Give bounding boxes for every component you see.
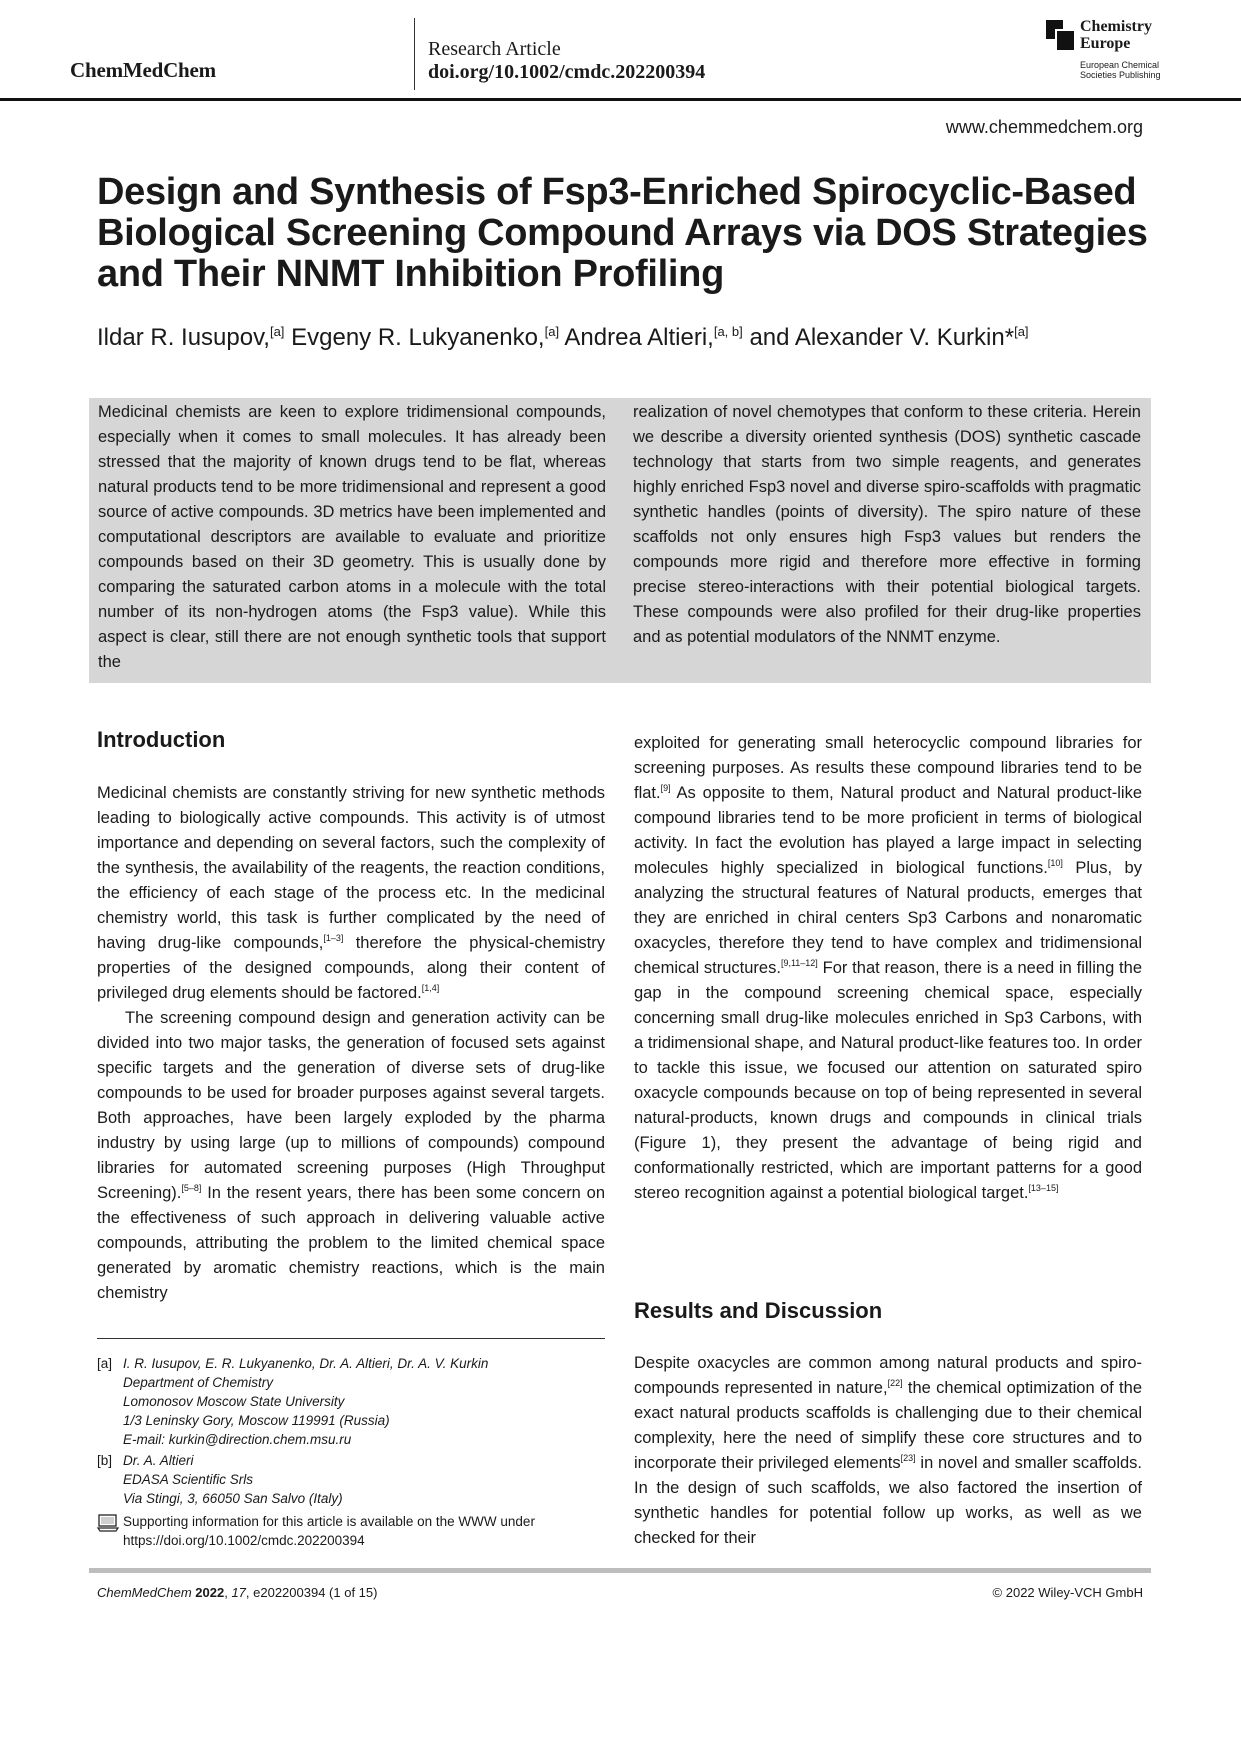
text-run: exploited for generating small heterocyclic compound libraries for screening purposes. As results these compound libraries tend to be flat. — [634, 734, 1142, 802]
author-list — [97, 316, 1157, 354]
journal-name: ChemMedChem — [70, 58, 216, 82]
paragraph — [97, 781, 605, 1006]
author-affiliation: [a] — [269, 324, 285, 339]
supporting-information — [97, 1512, 607, 1550]
citation-link[interactable]: [22] — [887, 1378, 903, 1388]
text-run: Medicinal chemists are constantly striving for new synthetic methods leading to biologically active compounds. This activity is of utmost importance and depending on several factors, such the complexity of the synthesis, the availability of the reagents, the reaction conditions, the efficiency of each stage of the process etc. In the medicinal chemistry world, this task is further complicated by the need of having drug-like compounds, — [97, 784, 605, 952]
footnote-line: Department of Chemistry — [123, 1375, 274, 1390]
footnote-line: Dr. A. Altieri — [123, 1453, 194, 1468]
citation-link[interactable]: [9] — [660, 783, 671, 793]
footer-rule — [89, 1568, 1151, 1573]
results-heading: Results and Discussion — [634, 1298, 883, 1323]
affiliation-a — [97, 1354, 607, 1449]
footnote-label: [b] — [97, 1453, 113, 1468]
text-run: For that reason, there is a need in filling the gap in the compound screening chemical space, especially concerning small drug-like molecules enriched in Sp3 Carbons, with a tridimensional shape, and Natural product-like features too. In order to tackle this issue, we focused our attention on saturated spiro oxacycle compounds because on top of being represented in several natural-products, known drugs and compounds in clinical trials (Figure 1), they present the advantage of being rigid and conformationally restricted, which are important patterns for a good stereo recognition against a potential biological target. — [634, 959, 1142, 1202]
article-title: Design and Synthesis of Fsp3-Enriched Spirocyclic-Based Biological Screening Compound Arrays via DOS Strategies and Their NNMT Inhibition Profiling — [97, 171, 1148, 295]
text-run: In the resent years, there has been some concern on the effectiveness of such approach in delivering valuable active compounds, attributing the problem to the limited chemical space generated by aromatic chemistry reactions, which is the main chemistry — [97, 1184, 605, 1302]
footnote-line: Lomonosov Moscow State University — [123, 1394, 345, 1409]
author-name: Ildar R. Iusupov, — [97, 324, 270, 351]
footer-year: 2022 — [195, 1585, 225, 1600]
abstract-box — [89, 398, 1151, 683]
article-type: Research Article — [428, 38, 561, 60]
affiliation-b — [97, 1451, 607, 1508]
text-run: the chemical optimization of the exact natural products scaffolds is challenging due to their chemical complexity, here the need of simplify these core structures and to incorporate their privileged elements — [634, 1379, 1142, 1472]
citation-link[interactable]: [10] — [1047, 858, 1063, 868]
computer-icon — [97, 1514, 119, 1532]
author-affiliation: [a, b] — [713, 324, 743, 339]
citation-link[interactable]: [1–3] — [323, 933, 344, 943]
footnote-line: I. R. Iusupov, E. R. Lukyanenko, Dr. A. Altieri, Dr. A. V. Kurkin — [123, 1356, 489, 1371]
logo-title-line1: Chemistry — [1080, 18, 1152, 35]
chemistry-europe-logo[interactable] — [1046, 18, 1176, 82]
footnotes — [97, 1354, 607, 1550]
logo-title-line2: Europe — [1080, 35, 1131, 52]
logo-subtitle-line1: European Chemical — [1080, 60, 1160, 70]
citation-link[interactable]: [1,4] — [421, 983, 440, 993]
introduction-heading: Introduction — [97, 727, 226, 752]
email-link[interactable]: E-mail: kurkin@direction.chem.msu.ru — [123, 1432, 352, 1447]
abstract-right-column: realization of novel chemotypes that conform to these criteria. Herein we describe a diversity oriented synthesis (DOS) synthetic cascade technology that starts from two simple reagents, and generates highly enriched Fsp3 novel and diverse spiro-scaffolds with pragmatic synthetic handles (points of diversity). The spiro nature of these scaffolds not only ensures high Fsp3 values but renders the compounds more rigid and therefore more effective in forming precise stereo-interactions with their potential biological targets. These compounds were also profiled for their drug-like properties and as potential modulators of the NNMT enzyme. — [633, 403, 1141, 646]
introduction-right-column — [634, 731, 1142, 1206]
logo-subtitle-line2: Societies Publishing — [1080, 70, 1161, 80]
author-name: Andrea Altieri, — [564, 324, 714, 351]
citation-link[interactable]: [9,11–12] — [780, 958, 818, 968]
supporting-info-link[interactable]: Supporting information for this article is available on the WWW under https://doi.org/10.1002/cmdc.202200394 — [123, 1514, 535, 1548]
citation-link[interactable]: [13–15] — [1028, 1183, 1059, 1193]
footnote-line: EDASA Scientific Srls — [123, 1472, 254, 1487]
chemistry-europe-logo-icon — [1046, 20, 1074, 50]
text-run: Plus, by analyzing the structural features of Natural products, emerges that they are enriched in chiral centers Sp3 Carbons and nonaromatic oxacycles, therefore they tend to have complex and tridimensional chemical structures. — [634, 859, 1142, 977]
author-name: and Alexander V. Kurkin* — [749, 324, 1015, 351]
paragraph — [97, 1006, 605, 1306]
introduction-left-column — [97, 781, 605, 1306]
author-name: Evgeny R. Lukyanenko, — [291, 324, 545, 351]
citation-link[interactable]: [5–8] — [181, 1183, 202, 1193]
journal-website-link[interactable]: www.chemmedchem.org — [945, 117, 1143, 137]
author-affiliation: [a] — [1014, 324, 1029, 339]
footnote-label: [a] — [97, 1356, 113, 1371]
article-doi-link[interactable]: doi.org/10.1002/cmdc.202200394 — [428, 61, 706, 83]
text-run: Despite oxacycles are common among natural products and spiro-compounds represented in nature, — [634, 1354, 1142, 1397]
footnote-line: Via Stingi, 3, 66050 San Salvo (Italy) — [123, 1491, 343, 1506]
results-column — [634, 1351, 1142, 1551]
header-rule — [0, 98, 1241, 101]
author-affiliation: [a] — [544, 324, 560, 339]
footer-volume: 17 — [231, 1585, 246, 1600]
footer-separator: , — [224, 1585, 232, 1600]
paragraph — [634, 1351, 1142, 1551]
citation-link[interactable]: [23] — [900, 1453, 916, 1463]
footer-article-number: , e202200394 (1 of 15) — [245, 1585, 378, 1600]
paragraph — [634, 731, 1142, 1206]
abstract-left-column: Medicinal chemists are keen to explore tridimensional compounds, especially when it comes to small molecules. It has already been stressed that the majority of known drugs tend to be flat, whereas natural products tend to be more tridimensional and represent a good source of active compounds. 3D metrics have been implemented and computational descriptors are available to evaluate and prioritize compounds based on their 3D geometry. This is usually done by comparing the saturated carbon atoms in a molecule with the total number of its non-hydrogen atoms (the Fsp3 value). While this aspect is clear, still there are not enough synthetic tools that support the — [98, 403, 606, 671]
footnote-rule — [97, 1338, 605, 1339]
footer-journal: ChemMedChem — [97, 1585, 192, 1600]
text-run: The screening compound design and generation activity can be divided into two major tasks, the generation of focused sets against specific targets and the generation of diverse sets of drug-like compounds to be used for broader purposes against several targets. Both approaches, have been largely exploded by the pharma industry by using large (up to millions of compounds) compound libraries for automated screening purposes (High Throughput Screening). — [97, 1009, 605, 1202]
text-run: As opposite to them, Natural product and Natural product-like compound libraries tend to be more proficient in terms of biological activity. In fact the evolution has played a large impact in selecting molecules highly specialized in biological functions. — [634, 784, 1142, 877]
footnote-line: 1/3 Leninsky Gory, Moscow 119991 (Russia) — [123, 1413, 390, 1428]
text-run: in novel and smaller scaffolds. In the design of such scaffolds, we also factored the insertion of synthetic handles for potential follow up works, as well as we checked for their — [634, 1454, 1142, 1547]
text-run: therefore the physical-chemistry properties of the designed compounds, along their content of privileged drug elements should be factored. — [97, 934, 605, 1002]
footer-copyright: © 2022 Wiley-VCH GmbH — [992, 1585, 1143, 1600]
header-divider — [414, 18, 415, 90]
footer-citation — [97, 1585, 377, 1600]
